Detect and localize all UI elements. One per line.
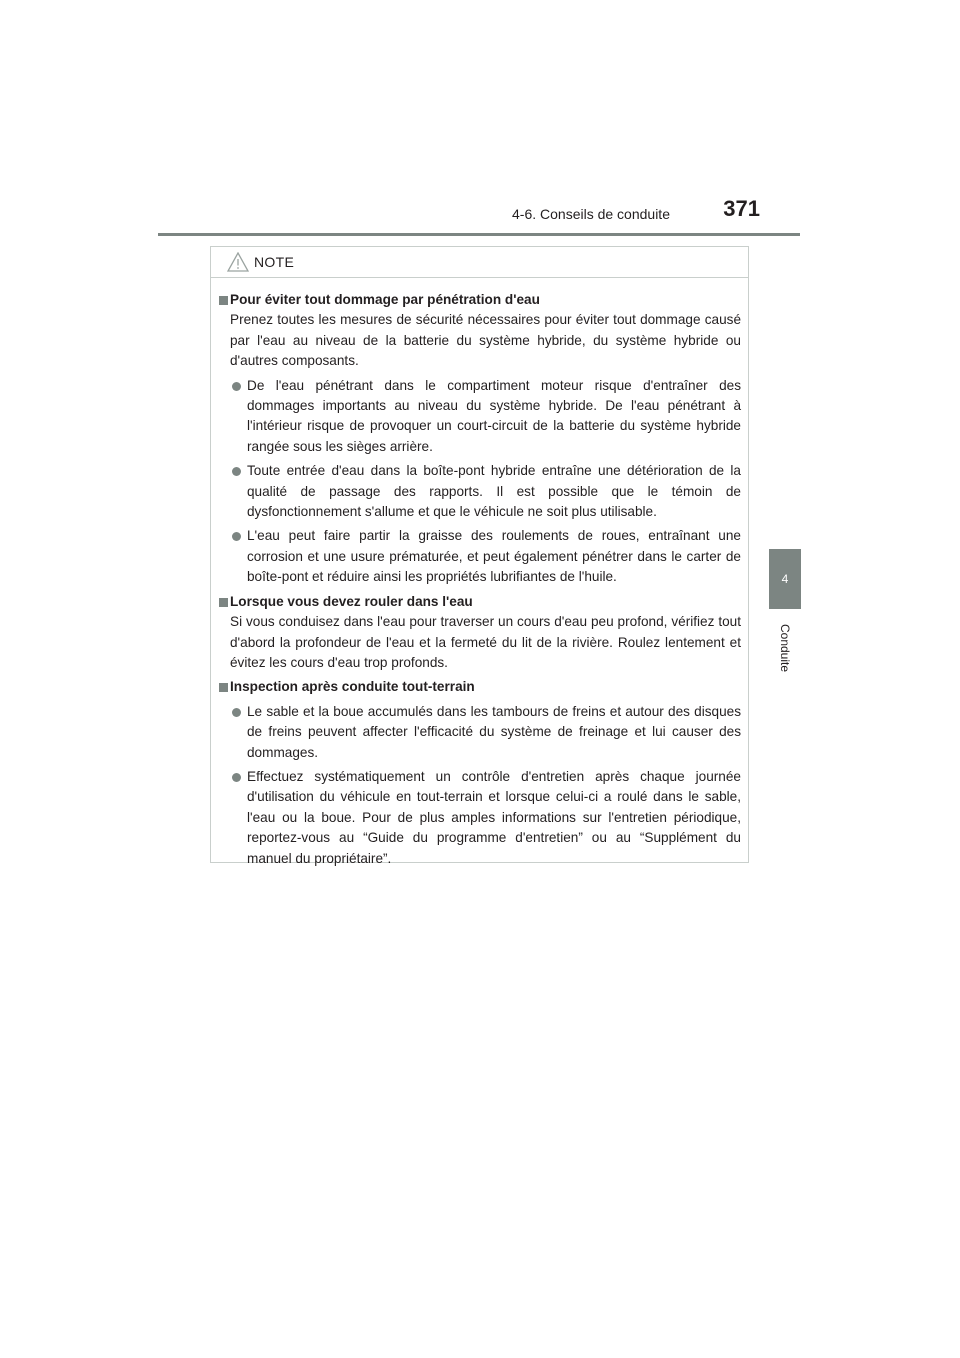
note-body	[211, 278, 748, 869]
chapter-tab	[769, 549, 801, 609]
note-header	[211, 247, 748, 278]
chapter-label	[757, 620, 813, 676]
section-heading: Pour éviter tout dommage par pénétration d'eau	[217, 290, 741, 310]
section-heading: Inspection après conduite tout-terrain	[217, 677, 741, 697]
bullet-item: Le sable et la boue accumulés dans les tambours de freins et autour des disques de freins peuvent affecter l'efficacité du système de freinage et lui causer des dommages.	[217, 702, 741, 763]
chapter-number: 4	[781, 572, 789, 586]
bullet-item: De l'eau pénétrant dans le compartiment moteur risque d'entraîner des dommages importants au niveau du système hybride. De l'eau pénétrant à l'intérieur risque de provoquer un court-circuit de la batterie du système hybride rangée sous les sièges arrière.	[217, 376, 741, 458]
warning-triangle-icon	[227, 252, 249, 272]
circle-bullet-icon	[232, 708, 241, 717]
square-bullet-icon	[219, 598, 228, 607]
section-heading: Lorsque vous devez rouler dans l'eau	[217, 592, 741, 612]
section-paragraph: Prenez toutes les mesures de sécurité nécessaires pour éviter tout dommage causé par l'eau au niveau de la batterie du système hybride, du système hybride ou d'autres composants.	[230, 312, 741, 369]
bullet-item: Toute entrée d'eau dans la boîte-pont hybride entraîne une détérioration de la qualité de passage des rapports. Il est possible que le témoin de dysfonctionnement s'allume et que le véhicule ne soit plus utilisable.	[217, 461, 741, 522]
section-paragraph: Si vous conduisez dans l'eau pour traverser un cours d'eau peu profond, vérifiez tout d'abord la profondeur de l'eau et la fermeté du lit de la rivière. Roulez lentement et évitez les cours d'eau trop profonds.	[230, 614, 741, 670]
square-bullet-icon	[219, 296, 228, 305]
header-rule	[158, 233, 800, 236]
circle-bullet-icon	[232, 467, 241, 476]
note-box	[210, 246, 749, 866]
bullet-item: L'eau peut faire partir la graisse des roulements de roues, entraînant une corrosion et une usure prématurée, et peut également pénétrer dans le carter de boîte-pont et réduire ainsi les propriétés lubrifiantes de l'huile.	[217, 526, 741, 587]
bullet-item: Effectuez systématiquement un contrôle d'entretien après chaque journée d'utilisation du véhicule en tout-terrain et lorsque celui-ci a roulé dans le sable, l'eau ou la boue. Pour de plus amples informations sur l'entretien périodique, reportez-vous au “Guide du programme d'entretien” ou au “Supplément du manuel du propriétaire”.	[217, 767, 741, 869]
chapter-label-text: Conduite	[777, 623, 792, 673]
circle-bullet-icon	[232, 382, 241, 391]
circle-bullet-icon	[232, 532, 241, 541]
page-number: 371	[723, 196, 760, 221]
circle-bullet-icon	[232, 773, 241, 782]
section-title: 4-6. Conseils de conduite	[512, 206, 670, 222]
note-title: NOTE	[254, 254, 295, 270]
square-bullet-icon	[219, 683, 228, 692]
